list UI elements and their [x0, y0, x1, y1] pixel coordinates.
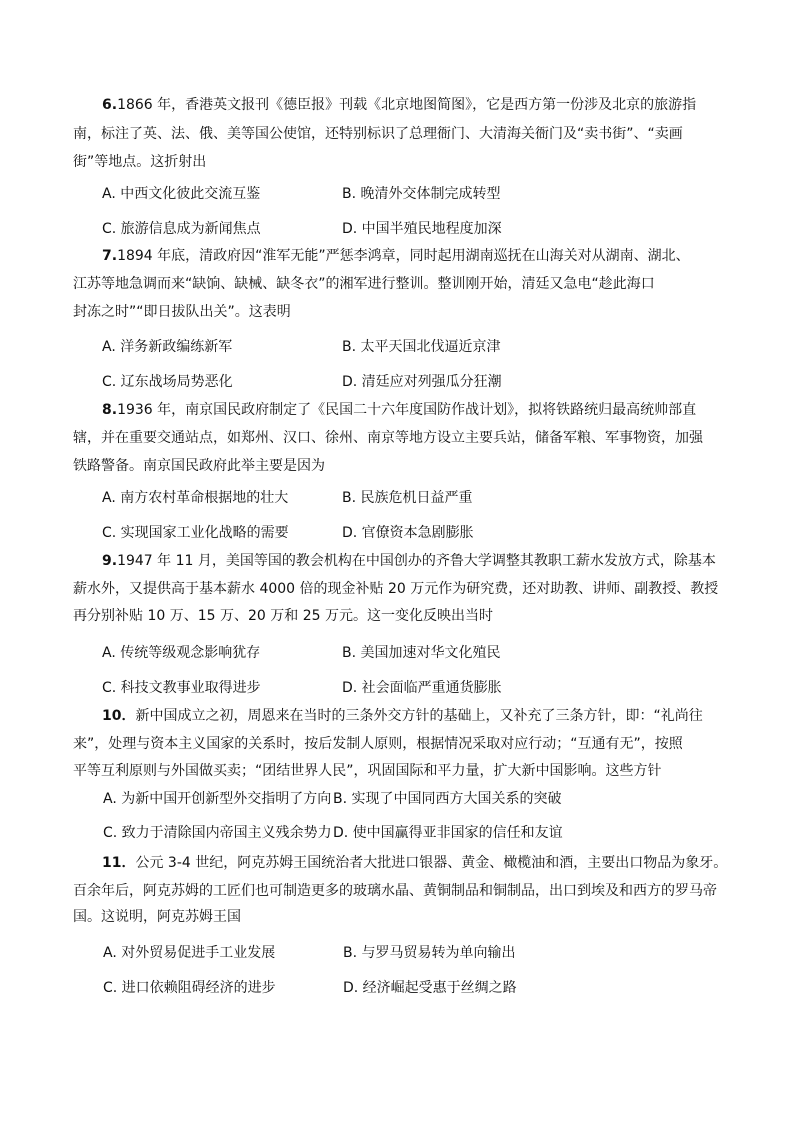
question-7-option-c: C. 辽东战场局势恶化 — [102, 374, 233, 390]
question-8-number: 8. — [102, 402, 118, 418]
question-10-option-c: C. 致力于清除国内帝国主义残余势力 — [103, 825, 332, 841]
question-9-option-a: A. 传统等级观念影响犹存 — [102, 645, 261, 661]
question-11-option-c: C. 进口依赖阻碍经济的进步 — [103, 980, 276, 996]
question-6-option-d: D. 中国半殖民地程度加深 — [342, 221, 502, 237]
question-11-number: 11． — [102, 855, 136, 871]
question-9-text: 1947 年 11 月，美国等国的教会机构在中国创办的齐鲁大学调整其教职工薪水发放方式，除基本 — [117, 553, 716, 569]
question-9-option-c: C. 科技文教事业取得进步 — [102, 680, 261, 696]
question-6-line-2: 南，标注了英、法、俄、美等国公使馆，还特别标识了总理衙门、大清海关衙门及“卖书街”、“卖画 — [73, 126, 683, 142]
question-7-text: 1894 年底，清政府因“淮军无能”严惩李鸿章，同时起用湖南巡抚在山海关对从湖南、湖北、 — [117, 248, 690, 264]
question-7-line-1 — [102, 246, 690, 266]
question-6-line-3: 街”等地点。这折射出 — [73, 154, 207, 170]
question-11-line-1 — [102, 853, 727, 873]
question-8-option-c: C. 实现国家工业化战略的需要 — [102, 525, 289, 541]
question-8-option-a: A. 南方农村革命根据地的壮大 — [102, 490, 289, 506]
question-9-number: 9. — [102, 553, 118, 569]
question-7-line-3: 封冻之时”“即日拔队出关”。这表明 — [73, 304, 291, 320]
question-10-text: 新中国成立之初，周恩来在当时的三条外交方针的基础上，又补充了三条方针，即：“礼尚往 — [135, 708, 703, 724]
question-8-text: 1936 年，南京国民政府制定了《民国二十六年度国防作战计划》，拟将铁路统归最高统帅部直 — [117, 402, 697, 418]
question-11-option-b: B. 与罗马贸易转为单向输出 — [343, 945, 516, 961]
question-6-option-c: C. 旅游信息成为新闻焦点 — [102, 221, 261, 237]
question-10-line-2: 来”，处理与资本主义国家的关系时，按后发制人原则，根据情况采取对应行动；“互通有无”，按照 — [73, 736, 683, 752]
question-8-option-b: B. 民族危机日益严重 — [342, 490, 473, 506]
question-10-line-3: 平等互利原则与外国做买卖；“团结世界人民”，巩固国际和平力量，扩大新中国影响。这些方针 — [73, 763, 662, 779]
question-6-text: 1866 年，香港英文报刊《德臣报》刊载《北京地图简图》，它是西方第一份涉及北京的旅游指 — [117, 97, 697, 113]
question-7-line-2: 江苏等地急调而来“缺饷、缺械、缺冬衣”的湘军进行整训。整训刚开始，清廷又急电“趁此海口 — [73, 276, 655, 292]
question-8-option-d: D. 官僚资本急剧膨胀 — [342, 525, 474, 541]
question-8-line-2: 辖，并在重要交通站点，如郑州、汉口、徐州、南京等地方设立主要兵站，储备军粮、军事物资，加强 — [73, 430, 703, 446]
question-11-line-2: 百余年后，阿克苏姆的工匠们也可制造更多的玻璃水晶、黄铜制品和铜制品，出口到埃及和西方的罗马帝 — [73, 883, 717, 899]
question-9-option-b: B. 美国加速对华文化殖民 — [342, 645, 501, 661]
question-9-line-1 — [102, 551, 716, 571]
question-6-option-a: A. 中西文化彼此交流互鉴 — [102, 186, 261, 202]
question-10-line-1 — [102, 706, 703, 726]
question-6-number: 6. — [102, 97, 118, 113]
question-11-option-d: D. 经济崛起受惠于丝绸之路 — [343, 980, 517, 996]
question-9-option-d: D. 社会面临严重通货膨胀 — [342, 680, 502, 696]
question-9-line-3: 再分别补贴 10 万、15 万、20 万和 25 万元。这一变化反映出当时 — [73, 608, 493, 624]
question-7-option-b: B. 太平天国北伐逼近京津 — [342, 339, 501, 355]
question-6-option-b: B. 晚清外交体制完成转型 — [342, 186, 501, 202]
question-8-line-3: 铁路警备。南京国民政府此举主要是因为 — [73, 458, 325, 474]
question-11-option-a: A. 对外贸易促进手工业发展 — [103, 945, 276, 961]
question-7-number: 7. — [102, 248, 118, 264]
question-7-option-d: D. 清廷应对列强瓜分狂潮 — [342, 374, 502, 390]
question-10-number: 10． — [102, 708, 136, 724]
question-11-text: 公元 3-4 世纪，阿克苏姆王国统治者大批进口银器、黄金、橄榄油和酒，主要出口物品为象牙。 — [135, 855, 728, 871]
question-10-option-a: A. 为新中国开创新型外交指明了方向 — [103, 791, 332, 807]
question-8-line-1 — [102, 400, 696, 420]
question-10-option-b: B. 实现了中国同西方大国关系的突破 — [333, 791, 562, 807]
question-9-line-2: 薪水外，又提供高于基本薪水 4000 倍的现金补贴 20 万元作为研究费，还对助教、讲师、副教授、教授 — [73, 581, 719, 597]
question-10-option-d: D. 使中国赢得亚非国家的信任和友谊 — [333, 825, 563, 841]
question-11-line-3: 国。这说明，阿克苏姆王国 — [73, 909, 241, 925]
question-6-line-1 — [102, 95, 696, 115]
question-7-option-a: A. 洋务新政编练新军 — [102, 339, 233, 355]
